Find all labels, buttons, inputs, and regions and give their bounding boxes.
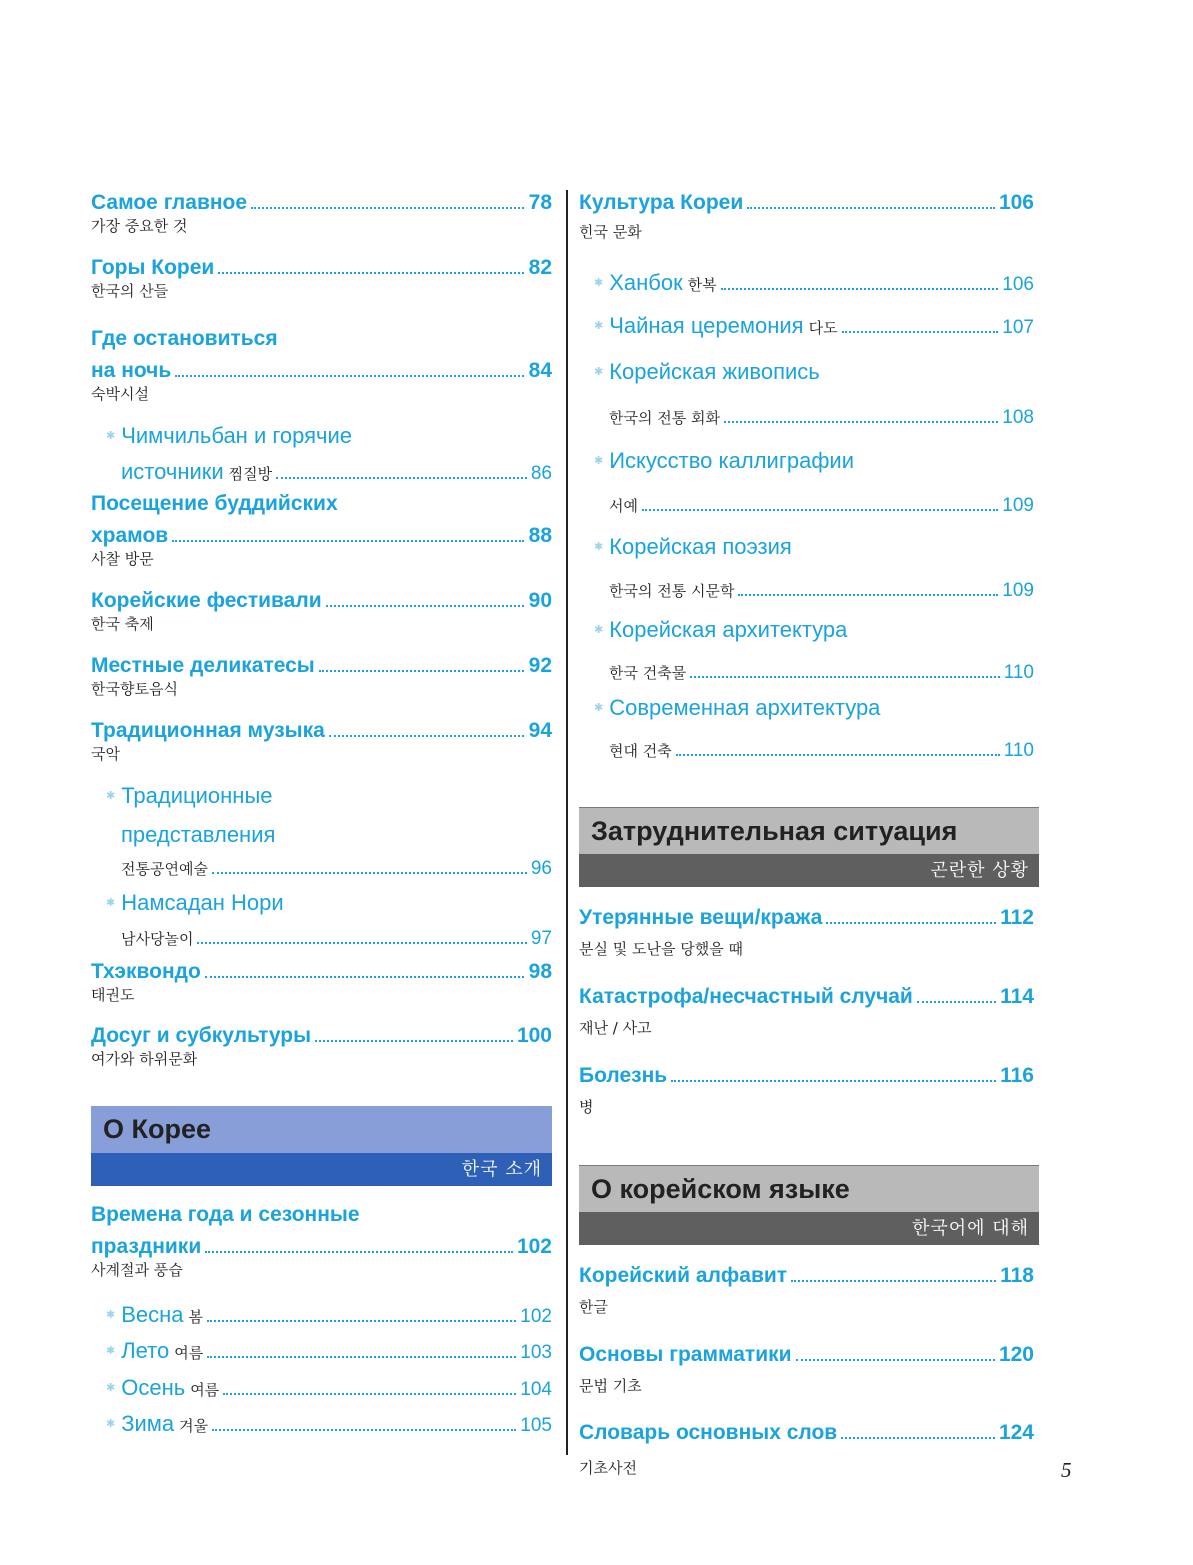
dot-leader <box>690 676 999 678</box>
entry-title: на ночь <box>91 359 172 382</box>
toc-subentry[interactable] <box>594 358 1034 432</box>
subentry-page: 102 <box>520 1306 552 1327</box>
subentry-title-line1: Традиционные <box>121 783 273 808</box>
dot-leader <box>842 331 999 333</box>
subentry-page: 97 <box>530 928 552 949</box>
entry-title: праздники <box>91 1235 202 1258</box>
bullet-star-icon: ✱ <box>106 1309 116 1321</box>
section-band-difficult-situation <box>579 807 1039 887</box>
entry-korean: 여가와 하위문화 <box>91 1050 198 1068</box>
entry-korean: 태권도 <box>91 986 135 1004</box>
entry-title: Досуг и субкультуры <box>91 1024 312 1047</box>
entry-page: 120 <box>998 1343 1034 1366</box>
entry-page: 116 <box>1000 1064 1034 1087</box>
section-korean: 한국 소개 <box>91 1153 552 1186</box>
dot-leader <box>676 754 1000 756</box>
entry-page: 124 <box>998 1421 1034 1444</box>
entry-page: 112 <box>1000 906 1034 929</box>
entry-title: Самое главное <box>91 191 248 214</box>
entry-korean: 한국의 산들 <box>91 282 169 300</box>
toc-entry[interactable] <box>91 718 552 764</box>
subentry-korean: 한국의 전통 시문학 <box>609 582 735 600</box>
subentry-korean: 서예 <box>609 497 638 515</box>
entry-page: 92 <box>528 654 552 677</box>
bullet-star-icon: ✱ <box>106 1345 116 1357</box>
toc-subentry[interactable] <box>594 616 1034 687</box>
dot-leader <box>671 1080 996 1082</box>
subentry-title: Осень <box>121 1375 186 1400</box>
dot-leader <box>175 375 524 377</box>
dot-leader <box>218 272 524 274</box>
entry-korean: 한글 <box>579 1298 608 1316</box>
subentry-title: Ханбок <box>609 270 683 295</box>
column-divider <box>566 190 568 1455</box>
dot-leader <box>205 1251 513 1253</box>
subentry-page: 86 <box>530 463 552 484</box>
toc-subentry[interactable] <box>594 312 1034 344</box>
subentry-korean: 한복 <box>687 276 717 294</box>
dot-leader <box>826 922 996 924</box>
bullet-star-icon: ✱ <box>594 541 604 553</box>
subentry-title-line1: Намсадан Нори <box>121 890 284 915</box>
entry-title: Местные деликатесы <box>91 654 315 677</box>
dot-leader <box>205 976 524 978</box>
dot-leader <box>796 1359 995 1361</box>
subentry-korean: 한국의 전통 회화 <box>609 409 720 427</box>
subentry-title-line2: представления <box>121 822 276 847</box>
entry-korean: 재난 / 사고 <box>579 1019 652 1037</box>
toc-entry[interactable] <box>91 1023 552 1069</box>
toc-entry[interactable] <box>91 588 552 634</box>
entry-title: Словарь основных слов <box>579 1421 838 1444</box>
entry-page: 94 <box>528 719 552 742</box>
bullet-star-icon: ✱ <box>594 624 604 636</box>
entry-title: Тхэквондо <box>91 960 201 983</box>
entry-page: 84 <box>528 359 552 382</box>
subentry-page: 109 <box>1002 580 1034 601</box>
bullet-star-icon: ✱ <box>594 277 604 289</box>
entry-page: 106 <box>998 191 1034 214</box>
subentry-korean: 여름 <box>174 1344 204 1362</box>
subentry-page: 109 <box>1002 495 1034 516</box>
entry-korean: 분실 및 도난을 당했을 때 <box>579 940 743 958</box>
toc-subentry[interactable] <box>106 782 552 883</box>
subentry-korean: 겨울 <box>179 1417 209 1435</box>
toc-entry[interactable] <box>91 255 552 301</box>
bullet-star-icon: ✱ <box>594 366 604 378</box>
entry-korean: 국악 <box>91 745 120 763</box>
section-korean: 한국어에 대해 <box>579 1212 1039 1245</box>
subentry-page: 104 <box>520 1379 552 1400</box>
subentry-korean: 봄 <box>188 1308 204 1326</box>
toc-subentry[interactable] <box>594 694 1034 765</box>
entry-title: Культура Кореи <box>579 191 744 214</box>
dot-leader <box>319 670 524 672</box>
subentry-title: Корейская поэзия <box>609 534 792 559</box>
entry-title: Основы грамматики <box>579 1343 792 1366</box>
dot-leader <box>315 1040 513 1042</box>
dot-leader <box>747 207 995 209</box>
dot-leader <box>223 1393 516 1395</box>
dot-leader <box>724 421 998 423</box>
bullet-star-icon: ✱ <box>594 455 604 467</box>
dot-leader <box>207 1320 516 1322</box>
entry-title: Корейские фестивали <box>91 589 322 612</box>
toc-entry[interactable] <box>579 190 1034 242</box>
subentry-page: 110 <box>1003 662 1034 683</box>
toc-entry[interactable] <box>91 653 552 699</box>
subentry-page: 96 <box>530 858 552 879</box>
section-korean: 곤란한 상황 <box>579 854 1039 887</box>
entry-title-line1: Где остановиться <box>91 327 278 350</box>
entry-korean: 사찰 방문 <box>91 550 154 568</box>
toc-subentry[interactable] <box>106 889 552 953</box>
toc-entry[interactable] <box>579 1420 1034 1478</box>
entry-korean: 숙박시설 <box>91 385 149 403</box>
subentry-title: Зима <box>121 1411 175 1436</box>
entry-korean: 기초사전 <box>579 1459 637 1477</box>
dot-leader <box>642 509 998 511</box>
dot-leader <box>212 1429 516 1431</box>
dot-leader <box>172 540 524 542</box>
subentry-title: Чайная церемония <box>609 313 804 338</box>
toc-entry[interactable] <box>91 190 552 236</box>
toc-entry[interactable] <box>91 326 552 404</box>
entry-page: 100 <box>516 1024 552 1047</box>
entry-title: Болезнь <box>579 1064 668 1087</box>
dot-leader <box>207 1356 516 1358</box>
subentry-page: 107 <box>1002 317 1034 338</box>
subentry-page: 105 <box>520 1415 552 1436</box>
dot-leader <box>276 477 527 479</box>
entry-korean: 힌국 문화 <box>579 223 642 241</box>
dot-leader <box>841 1437 995 1439</box>
toc-entry[interactable] <box>579 905 1034 959</box>
page-number: 5 <box>1061 1458 1072 1482</box>
toc-subentry[interactable] <box>106 422 552 488</box>
entry-korean: 가장 중요한 것 <box>91 217 188 235</box>
section-title: Затруднительная ситуация <box>579 807 1039 854</box>
dot-leader <box>738 594 998 596</box>
entry-korean: 한국 축제 <box>91 615 154 633</box>
subentry-korean: 남사당놀이 <box>121 930 194 948</box>
entry-title-line1: Времена года и сезонные <box>91 1203 360 1226</box>
bullet-star-icon: ✱ <box>594 702 604 714</box>
subentry-title: Весна <box>121 1302 184 1327</box>
subentry-page: 106 <box>1002 274 1034 295</box>
toc-subentry[interactable] <box>106 1410 552 1442</box>
entry-page: 98 <box>528 960 552 983</box>
entry-title: Традиционная музыка <box>91 719 325 742</box>
entry-title: Горы Кореи <box>91 256 215 279</box>
subentry-korean: 찜질방 <box>228 465 273 483</box>
entry-page: 82 <box>528 256 552 279</box>
section-band-korean-language <box>579 1165 1039 1245</box>
subentry-title: Современная архитектура <box>609 695 881 720</box>
entry-page: 90 <box>528 589 552 612</box>
bullet-star-icon: ✱ <box>594 320 604 332</box>
entry-korean: 문법 기초 <box>579 1377 642 1395</box>
entry-korean: 사계절과 풍습 <box>91 1261 183 1279</box>
toc-entry[interactable] <box>91 959 552 1005</box>
subentry-page: 103 <box>520 1342 552 1363</box>
subentry-title: Лето <box>121 1338 170 1363</box>
bullet-star-icon: ✱ <box>106 897 116 909</box>
entry-korean: 한국향토음식 <box>91 680 178 698</box>
bullet-star-icon: ✱ <box>106 790 116 802</box>
dot-leader <box>721 288 999 290</box>
entry-korean: 병 <box>579 1098 594 1116</box>
subentry-korean: 전통공연예술 <box>121 860 208 878</box>
subentry-korean: 현대 건축 <box>609 742 672 760</box>
subentry-korean: 한국 건축물 <box>609 664 687 682</box>
entry-page: 88 <box>528 524 552 547</box>
subentry-title-line1: Чимчильбан и горячие <box>121 423 353 448</box>
entry-title: Корейский алфавит <box>579 1264 788 1287</box>
toc-entry[interactable] <box>91 491 552 569</box>
dot-leader <box>212 872 527 874</box>
toc-entry[interactable] <box>579 1263 1034 1317</box>
toc-entry[interactable] <box>579 1342 1034 1396</box>
toc-entry[interactable] <box>579 1063 1034 1117</box>
subentry-title: Корейская живопись <box>609 359 820 384</box>
entry-title: храмов <box>91 524 169 547</box>
toc-subentry[interactable] <box>594 533 1034 605</box>
dot-leader <box>917 1001 996 1003</box>
toc-subentry[interactable] <box>106 1301 552 1333</box>
subentry-title: Искусство каллиграфии <box>609 448 855 473</box>
subentry-korean: 여름 <box>190 1381 220 1399</box>
subentry-title: Корейская архитектура <box>609 617 848 642</box>
entry-page: 78 <box>528 191 552 214</box>
entry-page: 114 <box>1000 985 1034 1008</box>
section-title: О Корее <box>91 1106 552 1153</box>
dot-leader <box>251 207 524 209</box>
dot-leader <box>326 605 524 607</box>
bullet-star-icon: ✱ <box>106 1382 116 1394</box>
subentry-korean: 다도 <box>808 319 838 337</box>
subentry-page: 108 <box>1002 407 1034 428</box>
toc-subentry[interactable] <box>106 1374 552 1406</box>
toc-entry[interactable] <box>91 1202 552 1280</box>
dot-leader <box>197 942 526 944</box>
toc-subentry[interactable] <box>594 269 1034 301</box>
bullet-star-icon: ✱ <box>106 1418 116 1430</box>
entry-page: 102 <box>516 1235 552 1258</box>
toc-entry[interactable] <box>579 984 1034 1038</box>
entry-title-line1: Посещение буддийских <box>91 492 338 515</box>
entry-title: Катастрофа/несчастный случай <box>579 985 913 1008</box>
subentry-title: источники <box>121 459 224 484</box>
bullet-star-icon: ✱ <box>106 430 116 442</box>
dot-leader <box>791 1280 996 1282</box>
section-band-about-korea <box>91 1106 552 1186</box>
entry-page: 118 <box>1000 1264 1034 1287</box>
dot-leader <box>329 735 524 737</box>
subentry-page: 110 <box>1003 740 1034 761</box>
toc-subentry[interactable] <box>594 447 1034 520</box>
toc-subentry[interactable] <box>106 1337 552 1369</box>
entry-title: Утерянные вещи/кража <box>579 906 823 929</box>
section-title: О корейском языке <box>579 1165 1039 1212</box>
